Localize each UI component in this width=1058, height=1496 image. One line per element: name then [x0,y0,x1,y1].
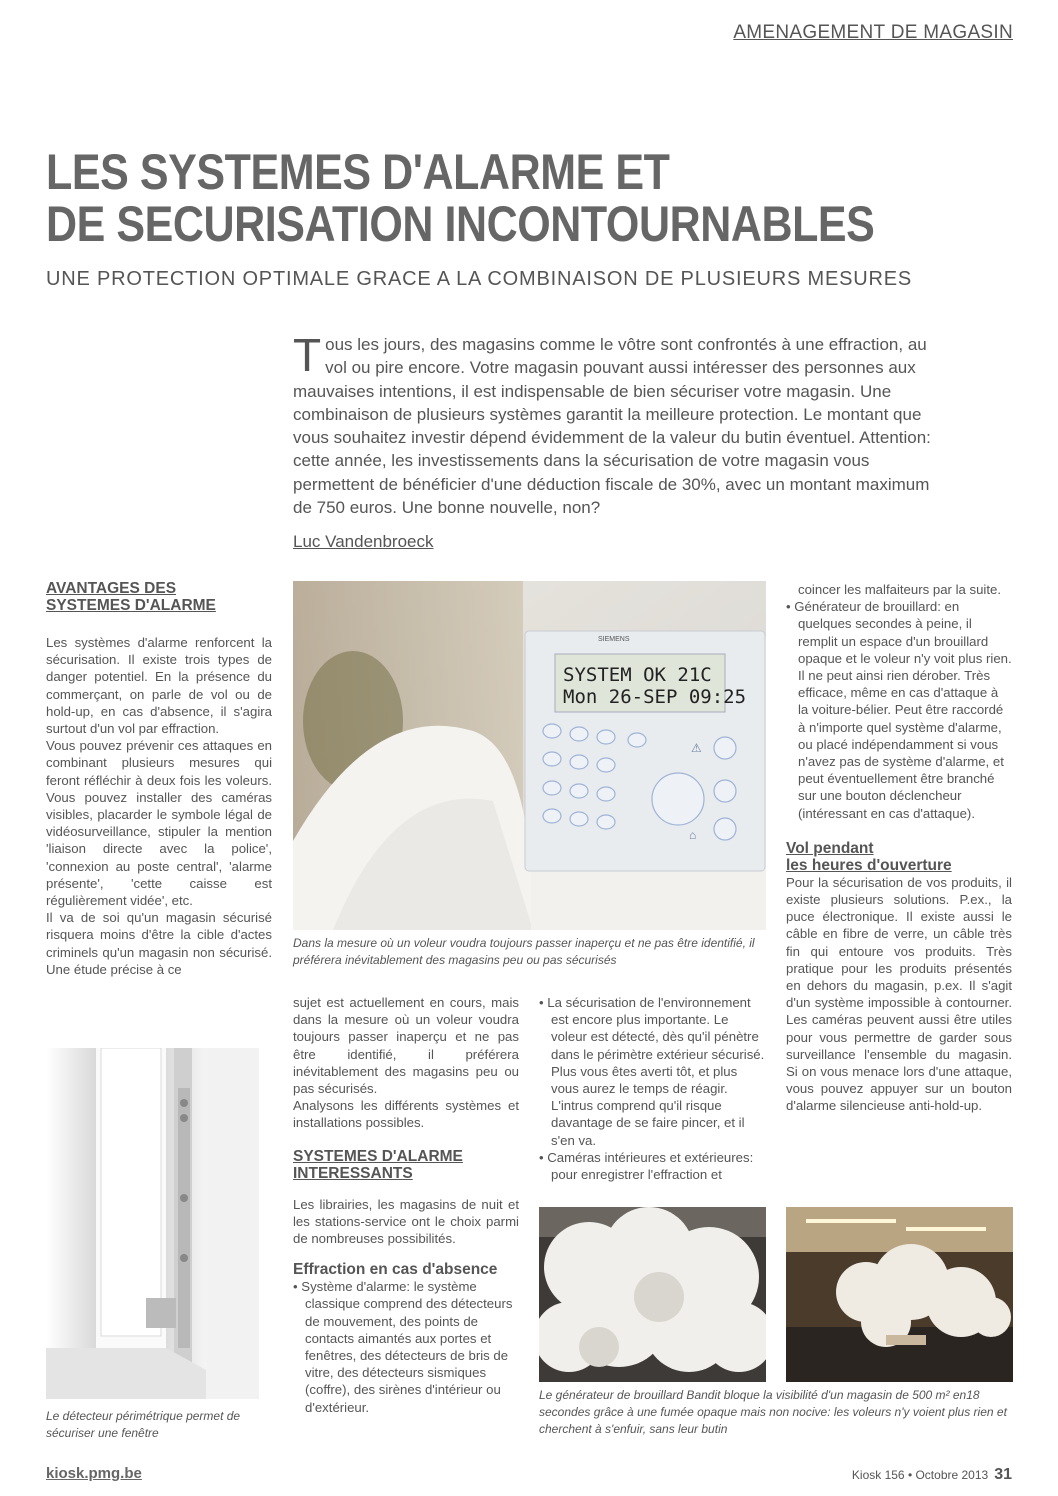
keypad-brand: SIEMENS [598,636,630,643]
svg-text:⚠: ⚠ [691,741,702,755]
col1-paragraph-2: Vous pouvez prévenir ces attaques en combinant plusieurs mesures qui feront réfléchir à deux fois les voleurs. Vous pouvez installer des caméras visibles, placarder le symbole légal de vidéosurveillance, stipuler la mention 'liaison directe avec la police', 'connexion au poste central', 'alarme présente', 'cette caisse est régulièrement vidée', etc. [46,738,272,909]
keypad-caption: Dans la mesure où un voleur voudra toujours passer inaperçu et ne pas être identifié, il préférera inévitablement des magasins peu ou pas sécurisés [293,936,755,967]
column-2 [293,994,519,1416]
col4-paragraph-1: coincer les malfaiteurs par la suite. [798,582,1002,597]
lcd-line-1: SYSTEM OK 21C [563,664,712,686]
fog-photo-2 [786,1207,1013,1382]
intro-text: ous les jours, des magasins comme le vôtre sont confrontés à une effraction, au vol ou pire encore. Votre magasin pouvant aussi intéresser des personnes aux mauvaises intentions, il est indispensable de bien sécuriser votre magasin. Une combinaison de plusieurs systèmes garantit la meilleure protection. Le montant que vous souhaitez investir dépend évidemment de la valeur du butin éventuel. Attention: cette année, les investissements dans la sécurisation de votre magasin vous permettent de bénéficier d'une déduction fiscale de 30%, avec un montant maximum de 750 euros. Une bonne nouvelle, non? [293,335,931,518]
col4-bullet-1: • Générateur de brouillard: en quelques secondes à peine, il remplit un espace d'un brouillard opaque et le voleur n'y voit plus rien. Il ne peut ainsi rien dérober. Très efficace, même en cas d'attaque à la voiture-bélier. Peut être raccordé à n'importe quel système d'alarme, ou placé indépendamment si vous n'avez pas de système d'alarme, et peut éventuellement être branché sur une bouton déclencheur (intéressant en cas d'attaque). [786,599,1012,821]
article-title [46,146,889,250]
column-4 [786,581,1012,1115]
footer-site-link[interactable]: kiosk.pmg.be [46,1465,142,1482]
page-number: 31 [994,1466,1012,1483]
article-author: Luc Vandenbroeck [293,532,434,551]
col3-bullet-2: • Caméras intérieures et extérieures: pour enregistrer l'effraction et [539,1149,754,1183]
col2-heading: SYSTEMES D'ALARME INTERESSANTS [293,1147,463,1182]
col1-paragraph-3: Il va de soi qu'un magasin sécurisé risquera moins d'être la cible d'actes criminels qu'un magasin non sécurisé. Une étude précise à ce [46,910,272,977]
keypad-photo [293,581,766,930]
intro-dropcap: T [293,329,322,381]
lcd-line-2: Mon 26-SEP 09:25 [563,686,747,708]
title-line-1: LES SYSTEMES D'ALARME ET [46,144,670,200]
fog-caption: Le générateur de brouillard Bandit bloque la visibilité d'un magasin de 500 m² en18 secondes grâce à une fumée opaque mais non nocive: les voleurs n'y voient plus rien et cherchent à s'enfuir, sans leur butin [539,1388,1007,1436]
col2-bullet-1: • Système d'alarme: le système classique comprend des détecteurs de mouvement, des points de contacts aimantés aux portes et fenêtres, des détecteurs de bris de vitre, des détecteurs sismiques (coffre), des sirènes d'intérieur ou d'extérieur. [293,1279,513,1415]
section-tag: AMENAGEMENT DE MAGASIN [733,22,1013,43]
column-3 [539,994,765,1183]
window-photo [46,1048,259,1399]
fog-photo-1 [539,1207,766,1382]
col4-heading: Vol pendant les heures d'ouverture [786,839,952,874]
col2-paragraph-3: Les librairies, les magasins de nuit et les stations-service ont le choix parmi de nombreuses possibilités. [293,1196,519,1247]
col2-paragraph-1: sujet est actuellement en cours, mais dans la mesure où un voleur voudra toujours passer inaperçu et ne pas être identifié, il préférera inévitablement des magasins peu ou pas sécurisés. [293,995,519,1097]
footer-issue [852,1466,1012,1484]
col1-paragraph-1: Les systèmes d'alarme renforcent la sécurisation. Il existe trois types de danger potentiel. En la présence du commerçant, on parle de vol ou de hold-up, en cas d'absence, il s'agira surtout d'un vol par effraction. [46,635,272,737]
article-subtitle: UNE PROTECTION OPTIMALE GRACE A LA COMBINAISON DE PLUSIEURS MESURES [46,268,912,290]
footer-issue-text: Kiosk 156 • Octobre 2013 [851,1468,989,1482]
window-caption: Le détecteur périmétrique permet de sécuriser une fenêtre [46,1409,241,1440]
col2-subheading: Effraction en cas d'absence [293,1261,498,1279]
col1-heading: AVANTAGES DES SYSTEMES D'ALARME [46,580,216,614]
article-intro [293,329,933,519]
col2-paragraph-2: Analysons les différents systèmes et installations possibles. [293,1098,519,1131]
col4-paragraph-2: Pour la sécurisation de vos produits, il existe plusieurs solutions. P.ex., la puce électronique. Il existe aussi le câble en fibre de verre, un câble très fin qui entoure vos produits. Très pratique pour les produits présentés en dehors du magasin, p.ex. Il s'agit d'un système impossible à contourner. Les caméras peuvent aussi être utiles pour vous permettre de garder sous surveillance l'ensemble du magasin. Si on vous menace lors d'une attaque, vous pouvez appuyer sur un bouton d'alarme silencieuse anti-hold-up. [786,874,1012,1114]
title-line-2: DE SECURISATION INCONTOURNABLES [46,196,875,252]
svg-text:⌂: ⌂ [689,828,697,842]
column-1 [46,580,272,978]
col3-bullet-1: • La sécurisation de l'environnement est encore plus importante. Le voleur est détecté, dès qu'il pénètre dans le périmètre extérieur sécurisé. Plus vous êtes averti tôt, et plus vous aurez le temps de réagir. L'intrus comprend qu'il risque davantage de se faire pincer, et il s'en va. [539,995,765,1148]
